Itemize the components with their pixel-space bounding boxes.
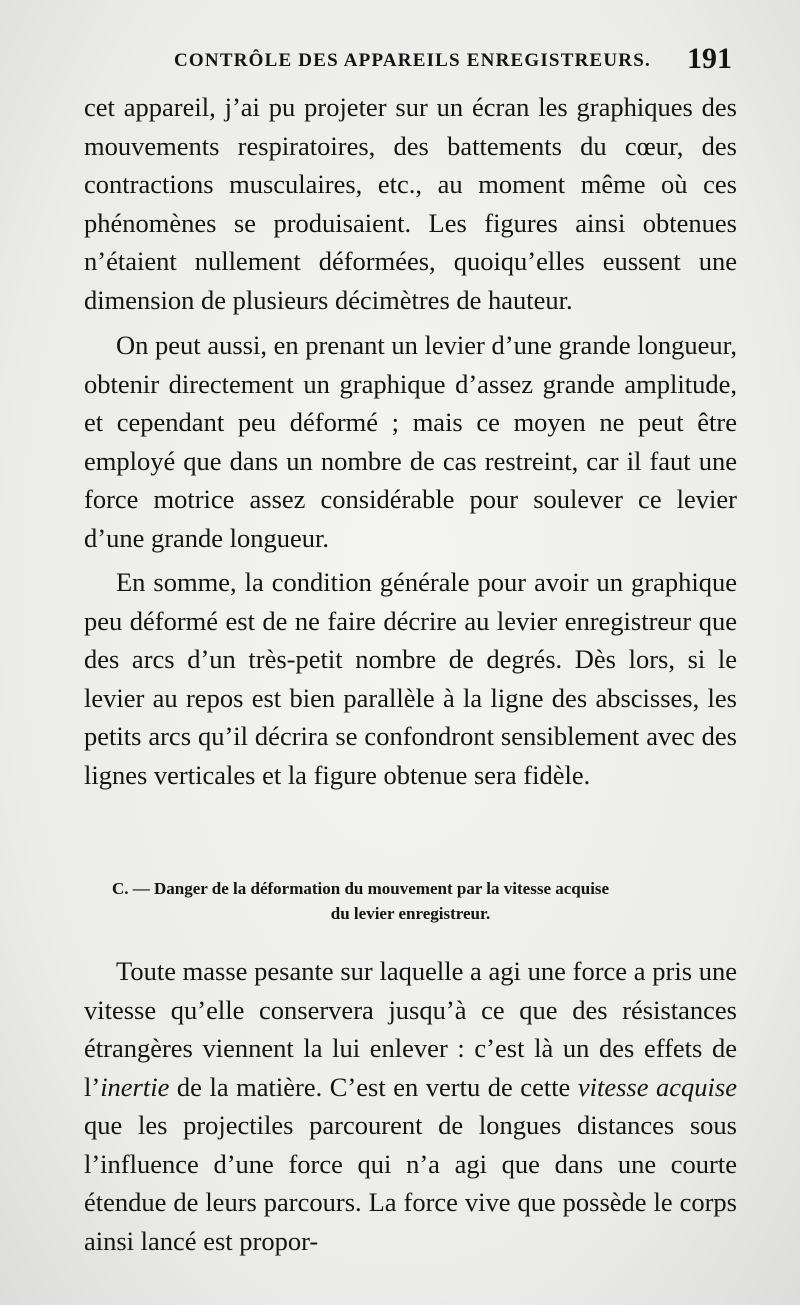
paragraph-4 — [84, 952, 737, 1260]
paragraph-3: En somme, la condition générale pour avoir un graphique peu déformé est de ne faire décrire au levier enregistreur que des arcs d’un très-petit nombre de degrés. Dès lors, si le levier au repos est bien parallèle à la ligne des abscisses, les petits arcs qu’il décrira se confondront sensiblement avec des lignes verticales et la figure obtenue sera fidèle. — [84, 567, 737, 790]
paragraph-4-part-a: Toute masse pesante sur laquelle a agi une force a pris une vitesse qu’elle conservera jusqu’à ce que des résistances étrangères viennent la lui enlever : c’est là un des effets de l’ — [84, 956, 737, 1102]
paragraph-1: cet appareil, j’ai pu projeter sur un écran les graphiques des mouvements respiratoires, des battements du cœur, des contractions musculaires, etc., au moment même où ces phénomènes se produisaient. Les figures ainsi obtenues n’étaient nullement déformées, quoiqu’elles eussent une dimension de plusieurs décimètres de hauteur. — [84, 92, 737, 315]
section-heading-line-1: C. — Danger de la déformation du mouvement par la vitesse acquise — [112, 879, 610, 898]
section-heading-line-2: du levier enregistreur. — [330, 904, 491, 923]
term-vitesse-acquise: vitesse acquise — [577, 1071, 737, 1102]
paragraph-4-part-b: de la matière. C’est en vertu de cette — [169, 1071, 578, 1102]
page-header — [82, 44, 744, 84]
running-title: CONTRÔLE DES APPAREILS ENREGISTREURS. — [174, 50, 651, 71]
section-heading — [84, 876, 737, 926]
page-number: 191 — [687, 42, 732, 75]
paragraph-4-part-c: que les projectiles parcourent de longues distances sous l’influence d’une force qui n’a agi que dans une courte étendue de leurs parcours. La force vive que possède le corps ainsi lancé est propor- — [84, 1110, 737, 1256]
paragraph-2: On peut aussi, en prenant un levier d’une grande longueur, obtenir directement un graphique d’assez grande amplitude, et cependant peu déformé ; mais ce moyen ne peut être employé que dans un nombre de cas restreint, car il faut une force motrice assez considérable pour soulever ce levier d’une grande longueur. — [84, 330, 737, 553]
term-inertie: inertie — [100, 1071, 170, 1102]
